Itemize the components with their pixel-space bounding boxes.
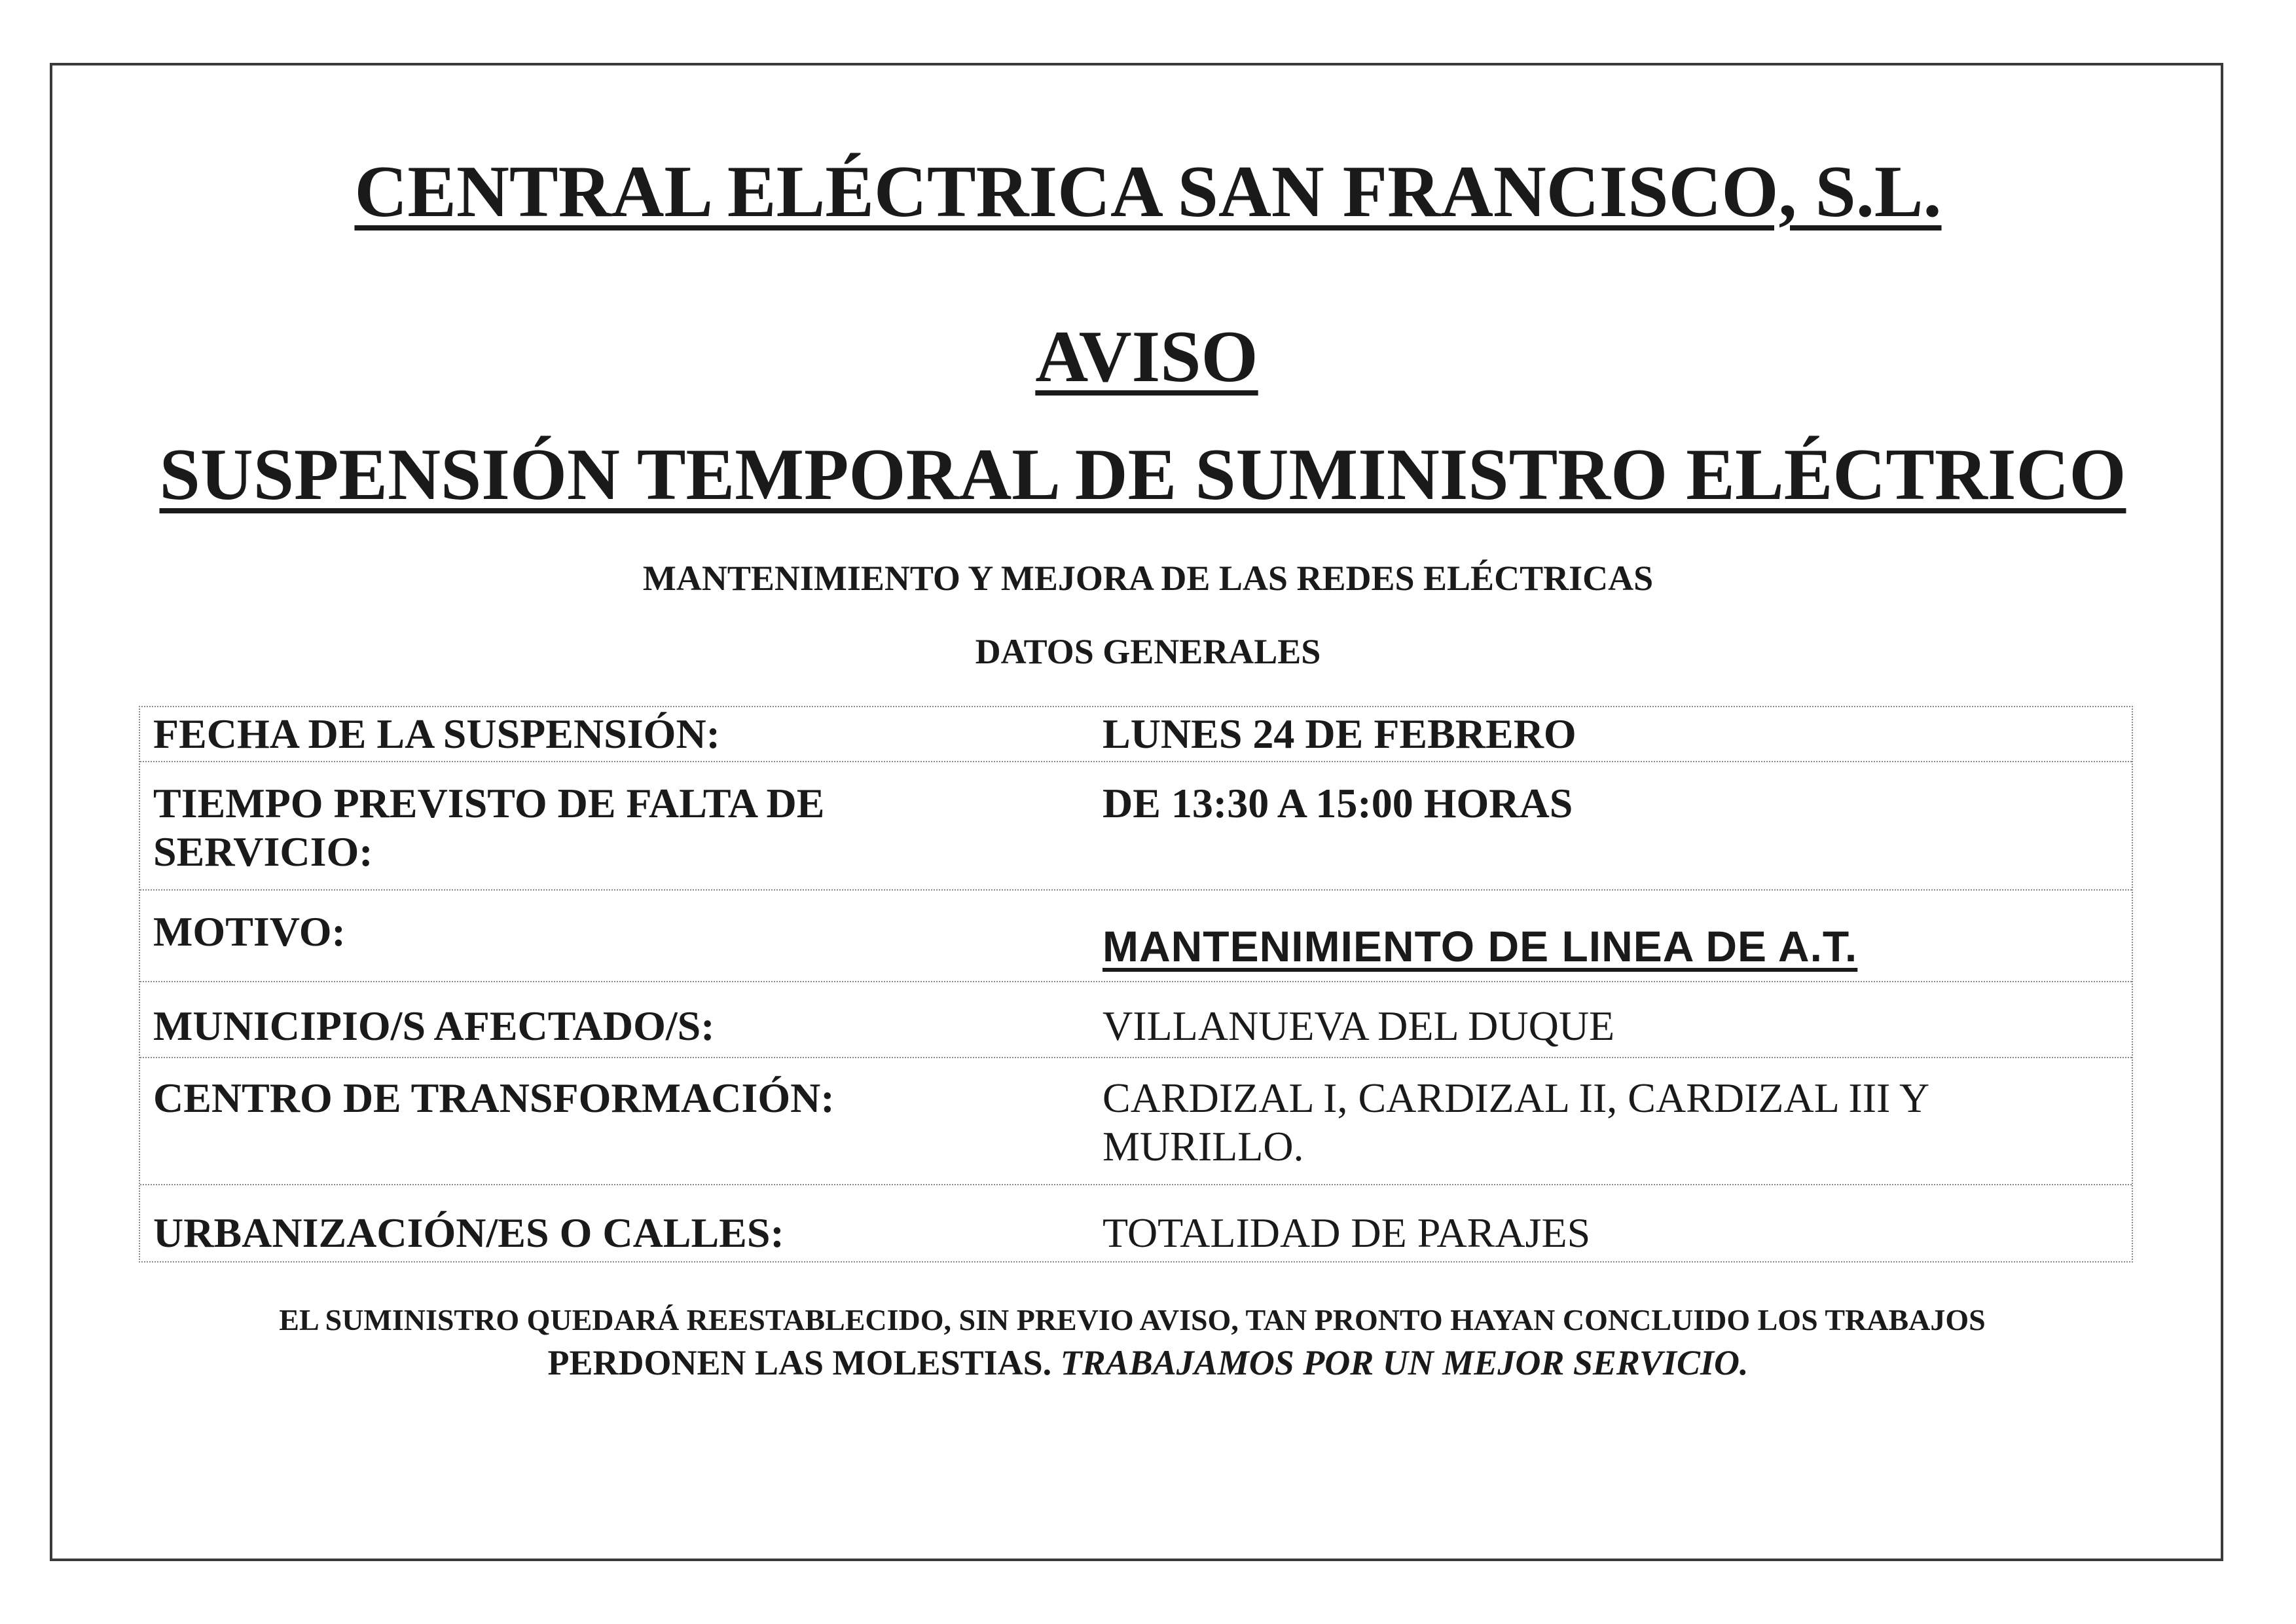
- table-row: [140, 982, 2132, 1058]
- table-row: [140, 1185, 2132, 1263]
- row-value: DE 13:30 A 15:00 HORAS: [1102, 780, 1573, 826]
- slogan-text: TRABAJAMOS POR UN MEJOR SERVICIO.: [1060, 1343, 1749, 1382]
- row-label: FECHA DE LA SUSPENSIÓN:: [153, 710, 720, 757]
- row-value: VILLANUEVA DEL DUQUE: [1102, 1003, 1615, 1049]
- details-table: [139, 706, 2133, 1263]
- table-row: [140, 762, 2132, 891]
- row-value: LUNES 24 DE FEBRERO: [1102, 710, 1576, 757]
- restoration-note: EL SUMINISTRO QUEDARÁ REESTABLECIDO, SIN PREVIO AVISO, TAN PRONTO HAYAN CONCLUIDO LOS TRABAJOS: [279, 1303, 1986, 1337]
- row-label: URBANIZACIÓN/ES O CALLES:: [153, 1209, 784, 1256]
- apology-note: [0, 1341, 2296, 1384]
- section-heading: DATOS GENERALES: [975, 632, 1321, 671]
- row-label: CENTRO DE TRANSFORMACIÓN:: [153, 1075, 835, 1121]
- row-label: TIEMPO PREVISTO DE FALTA DE SERVICIO:: [153, 780, 825, 875]
- company-name: CENTRAL ELÉCTRICA SAN FRANCISCO, S.L.: [354, 151, 1942, 232]
- row-value: MANTENIMIENTO DE LINEA DE A.T.: [1102, 922, 1858, 970]
- table-row: [140, 707, 2132, 762]
- row-label: MOTIVO:: [153, 908, 346, 955]
- document-title: SUSPENSIÓN TEMPORAL DE SUMINISTRO ELÉCTRICO: [159, 434, 2126, 515]
- notice-heading: AVISO: [1035, 316, 1258, 397]
- apology-text: PERDONEN LAS MOLESTIAS.: [547, 1343, 1052, 1382]
- document-subtitle: MANTENIMIENTO Y MEJORA DE LAS REDES ELÉCTRICAS: [642, 559, 1654, 598]
- row-value: TOTALIDAD DE PARAJES: [1102, 1209, 1591, 1256]
- row-value: CARDIZAL I, CARDIZAL II, CARDIZAL III Y MURILLO.: [1102, 1075, 1928, 1170]
- row-label: MUNICIPIO/S AFECTADO/S:: [153, 1003, 715, 1049]
- table-row: [140, 1058, 2132, 1185]
- table-row: [140, 891, 2132, 982]
